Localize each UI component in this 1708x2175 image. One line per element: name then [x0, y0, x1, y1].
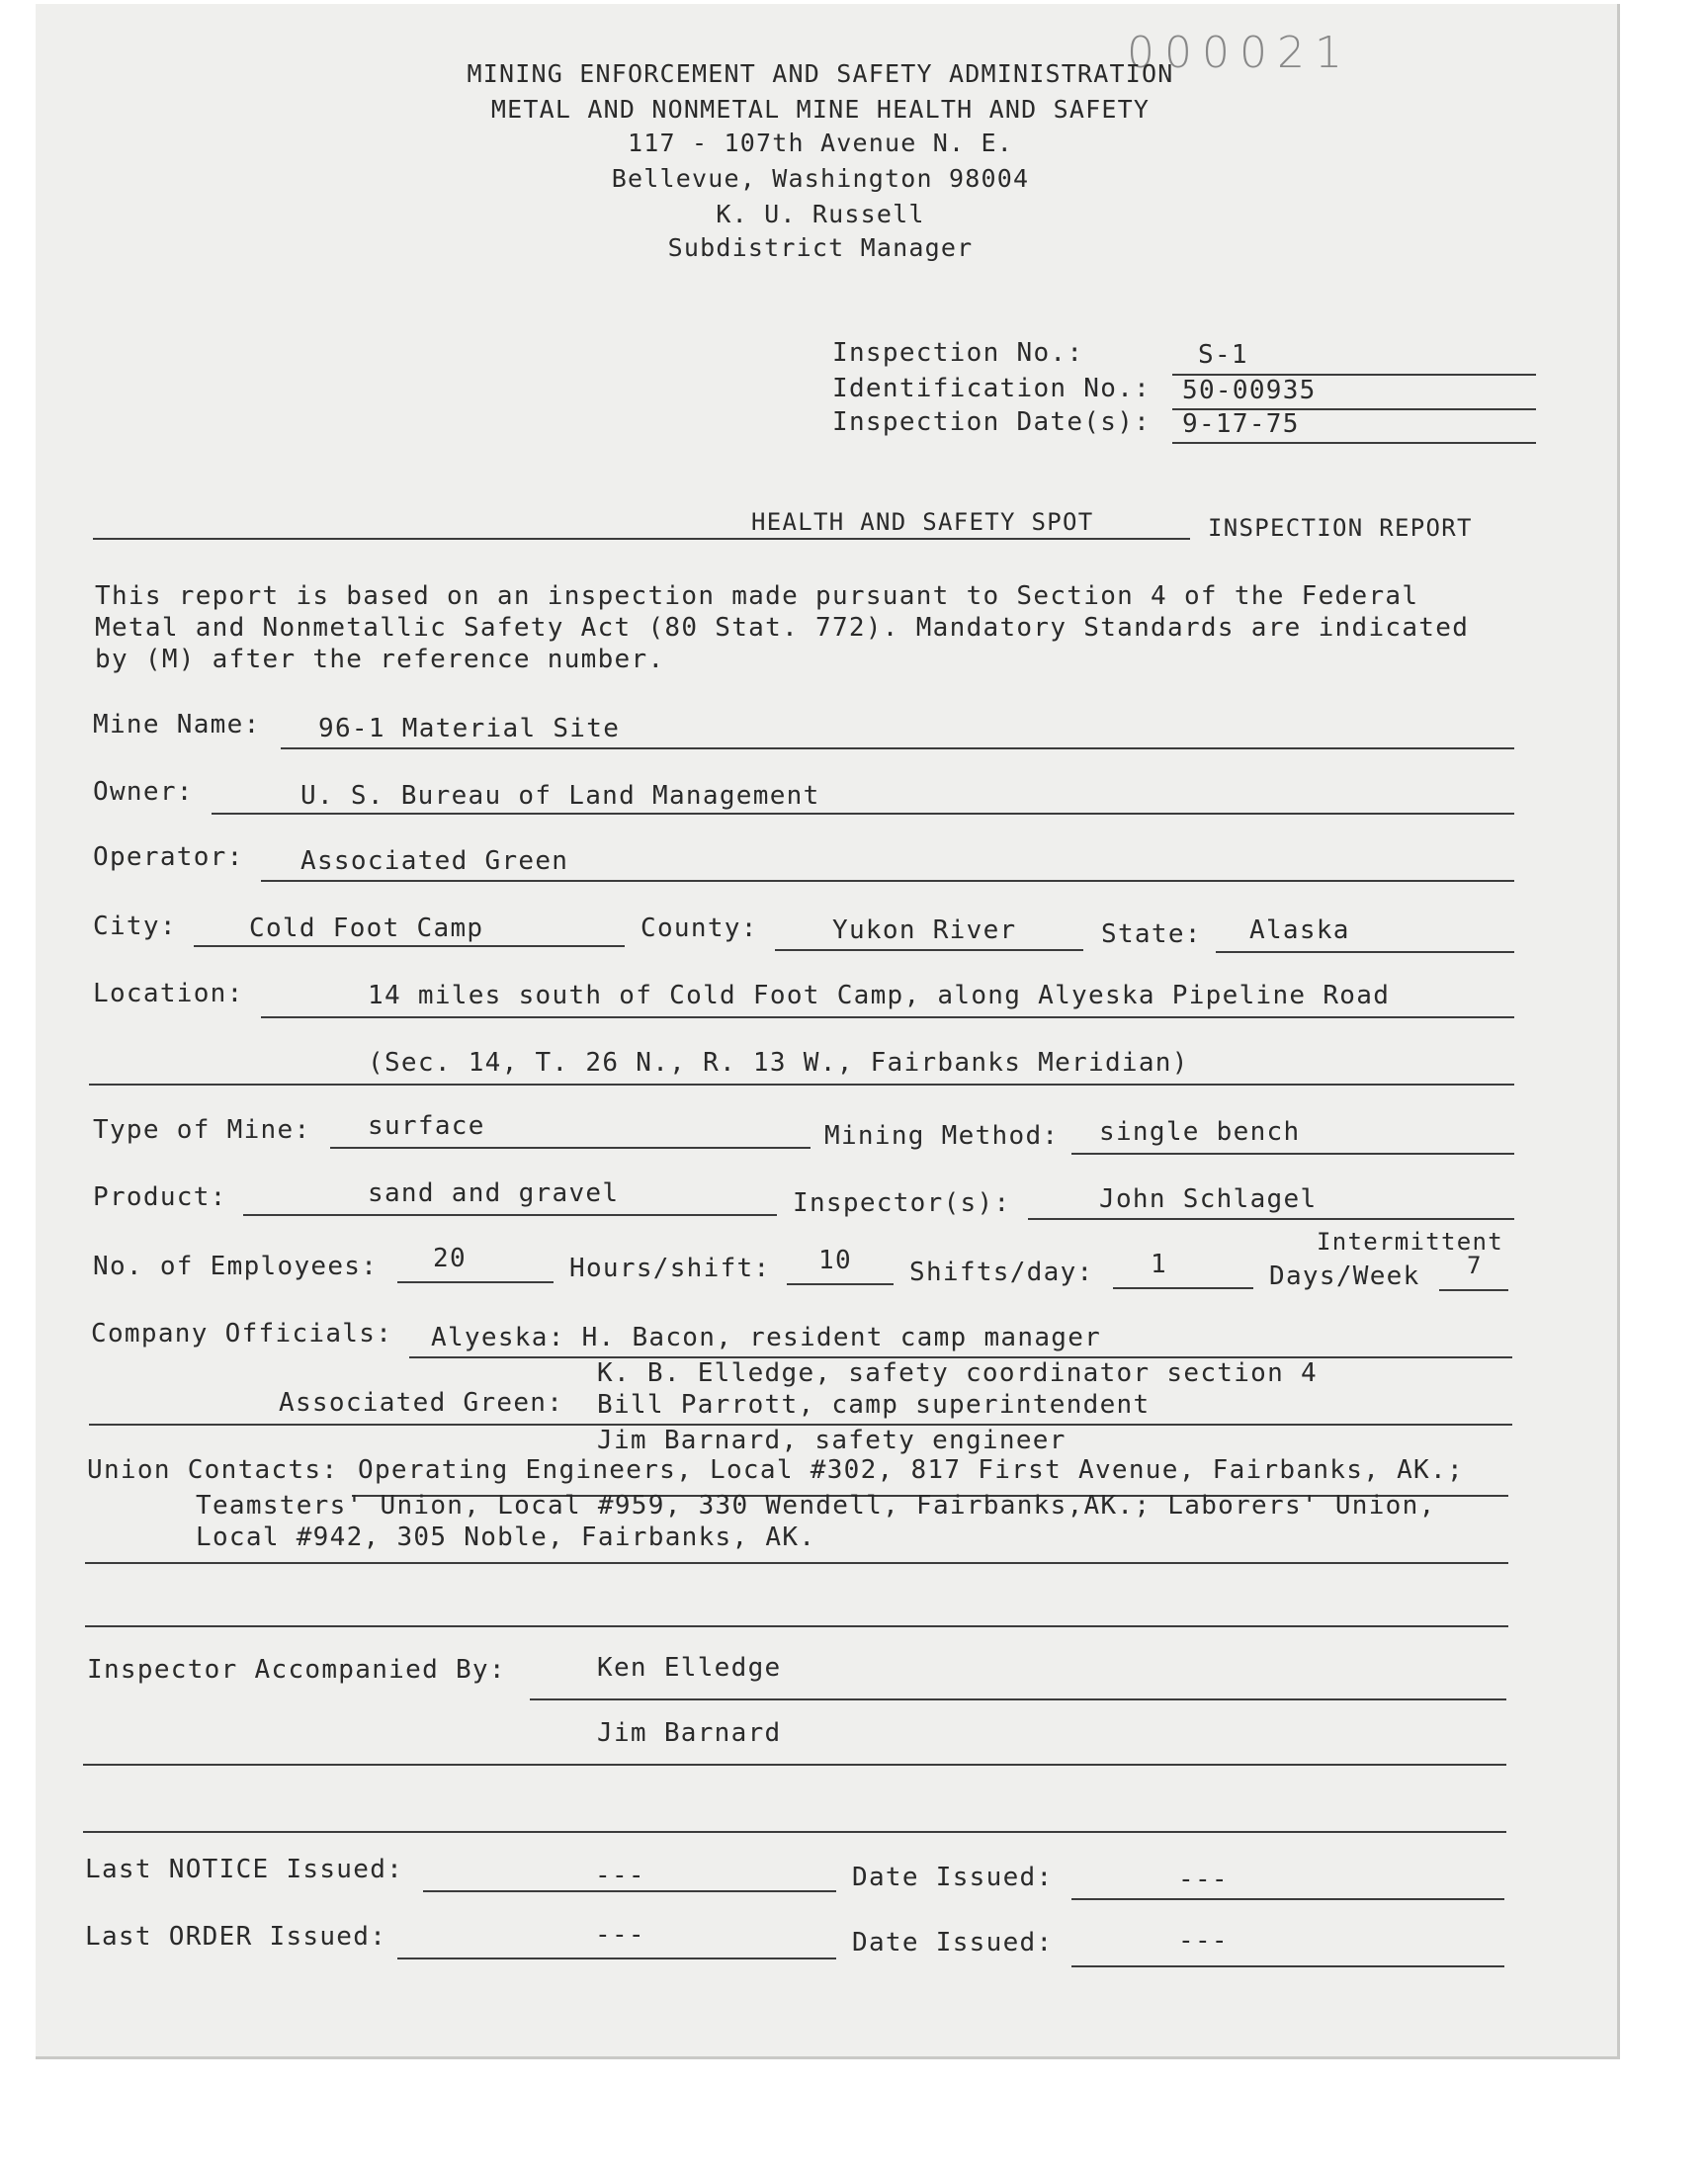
- county-line: [775, 949, 1083, 951]
- type-of-mine-label: Type of Mine:: [93, 1115, 311, 1145]
- company-officials-line-3: Bill Parrott, camp superintendent: [597, 1390, 1151, 1420]
- days-line: [1439, 1289, 1508, 1291]
- union-contacts-rule-3: [85, 1625, 1508, 1627]
- header-address: 117 - 107th Avenue N. E.: [627, 129, 1014, 157]
- last-notice-value: ---: [595, 1861, 645, 1890]
- intro-line-1: This report is based on an inspection made pursuant to Section 4 of the Federal: [95, 581, 1419, 611]
- union-contacts-label: Union Contacts:: [87, 1455, 339, 1485]
- order-date-label: Date Issued:: [852, 1928, 1054, 1958]
- union-contacts-line-1: Operating Engineers, Local #302, 817 First Avenue, Fairbanks, AK.;: [358, 1455, 1464, 1485]
- hours-label: Hours/shift:: [569, 1254, 771, 1283]
- type-of-mine-line: [330, 1147, 811, 1149]
- owner-line: [212, 813, 1514, 815]
- inspection-date-line: [1172, 442, 1536, 444]
- type-of-mine-value: surface: [368, 1111, 485, 1141]
- header-agency: MINING ENFORCEMENT AND SAFETY ADMINISTRATION: [467, 59, 1174, 88]
- mine-name-line: [281, 747, 1514, 749]
- company-officials-line-4: Jim Barnard, safety engineer: [597, 1426, 1067, 1455]
- notice-date-line: [1071, 1898, 1504, 1900]
- accompanied-by-line-2: Jim Barnard: [597, 1718, 782, 1748]
- company-officials-line-2: K. B. Elledge, safety coordinator section 4: [597, 1358, 1318, 1388]
- city-line: [194, 945, 625, 947]
- days-value: 7: [1467, 1252, 1483, 1279]
- accompanied-by-rule-1: [530, 1698, 1506, 1700]
- product-value: sand and gravel: [368, 1178, 620, 1208]
- state-value: Alaska: [1249, 915, 1350, 945]
- days-note: Intermittent: [1317, 1228, 1503, 1256]
- last-notice-label: Last NOTICE Issued:: [85, 1855, 404, 1884]
- header-manager-name: K. U. Russell: [716, 200, 925, 228]
- operator-label: Operator:: [93, 842, 244, 872]
- location-label: Location:: [93, 979, 244, 1008]
- owner-value: U. S. Bureau of Land Management: [300, 781, 820, 811]
- inspector-line: [1028, 1218, 1514, 1220]
- last-notice-line: [423, 1890, 836, 1892]
- intro-line-2: Metal and Nonmetallic Safety Act (80 Stat. 772). Mandatory Standards are indicated: [95, 613, 1470, 643]
- days-label: Days/Week: [1269, 1262, 1420, 1291]
- accompanied-by-line-1: Ken Elledge: [597, 1653, 782, 1683]
- report-type-suffix: INSPECTION REPORT: [1208, 514, 1473, 542]
- mine-name-label: Mine Name:: [93, 710, 261, 740]
- county-value: Yukon River: [832, 915, 1017, 945]
- inspection-date-value: 9-17-75: [1182, 409, 1300, 439]
- city-label: City:: [93, 912, 177, 941]
- operator-line: [261, 880, 1514, 882]
- last-order-label: Last ORDER Issued:: [85, 1922, 387, 1952]
- company-officials-line-3-label: Associated Green:: [279, 1388, 564, 1418]
- inspection-date-label: Inspection Date(s):: [832, 407, 1152, 437]
- hours-line: [787, 1283, 894, 1285]
- mining-method-line: [1071, 1153, 1514, 1155]
- company-officials-label: Company Officials:: [91, 1319, 393, 1348]
- location-value-2: (Sec. 14, T. 26 N., R. 13 W., Fairbanks Meridian): [368, 1048, 1189, 1078]
- city-value: Cold Foot Camp: [249, 914, 484, 943]
- mining-method-label: Mining Method:: [824, 1121, 1060, 1151]
- location-value-1: 14 miles south of Cold Foot Camp, along Alyeska Pipeline Road: [368, 981, 1391, 1010]
- union-contacts-line-2: Teamsters' Union, Local #959, 330 Wendell, Fairbanks,AK.; Laborers' Union,: [196, 1491, 1436, 1521]
- location-line-2: [89, 1084, 1514, 1086]
- form-sheet: [36, 4, 1620, 2059]
- last-order-value: ---: [595, 1920, 645, 1950]
- state-line: [1216, 951, 1514, 953]
- county-label: County:: [640, 914, 758, 943]
- hours-value: 10: [818, 1246, 852, 1275]
- order-date-value: ---: [1178, 1926, 1229, 1956]
- header-manager-title: Subdistrict Manager: [667, 233, 974, 262]
- location-line-1: [261, 1016, 1514, 1018]
- inspector-label: Inspector(s):: [793, 1188, 1011, 1218]
- order-date-line: [1071, 1965, 1504, 1967]
- state-label: State:: [1101, 919, 1202, 949]
- company-officials-line-1: Alyeska: H. Bacon, resident camp manager: [431, 1323, 1102, 1352]
- accompanied-by-rule-2: [83, 1764, 1506, 1766]
- inspection-no-value: S-1: [1198, 340, 1248, 370]
- report-type-line: [93, 538, 1190, 540]
- employees-label: No. of Employees:: [93, 1252, 379, 1281]
- report-type-value: HEALTH AND SAFETY SPOT: [751, 508, 1094, 536]
- page-number-stamp: 000021: [1127, 28, 1352, 78]
- notice-date-label: Date Issued:: [852, 1863, 1054, 1892]
- intro-line-3: by (M) after the reference number.: [95, 645, 665, 674]
- inspector-value: John Schlagel: [1099, 1184, 1318, 1214]
- identification-no-label: Identification No.:: [832, 374, 1152, 403]
- employees-value: 20: [433, 1244, 467, 1273]
- union-contacts-line-3: Local #942, 305 Noble, Fairbanks, AK.: [196, 1522, 816, 1552]
- header-city: Bellevue, Washington 98004: [611, 164, 1030, 193]
- shifts-value: 1: [1151, 1250, 1167, 1279]
- mining-method-value: single bench: [1099, 1117, 1301, 1147]
- identification-no-value: 50-00935: [1182, 376, 1317, 405]
- product-line: [243, 1214, 777, 1216]
- notice-date-value: ---: [1178, 1865, 1229, 1894]
- shifts-label: Shifts/day:: [909, 1258, 1094, 1287]
- mine-name-value: 96-1 Material Site: [318, 714, 621, 743]
- operator-value: Associated Green: [300, 846, 569, 876]
- owner-label: Owner:: [93, 777, 194, 807]
- union-contacts-rule-2: [85, 1562, 1508, 1564]
- shifts-line: [1113, 1287, 1253, 1289]
- product-label: Product:: [93, 1182, 227, 1212]
- employees-line: [397, 1281, 554, 1283]
- last-order-line: [397, 1958, 836, 1959]
- header-division: METAL AND NONMETAL MINE HEALTH AND SAFETY: [490, 95, 1151, 124]
- accompanied-by-rule-3: [83, 1831, 1506, 1833]
- inspection-no-label: Inspection No.:: [832, 338, 1084, 368]
- accompanied-by-label: Inspector Accompanied By:: [87, 1655, 506, 1685]
